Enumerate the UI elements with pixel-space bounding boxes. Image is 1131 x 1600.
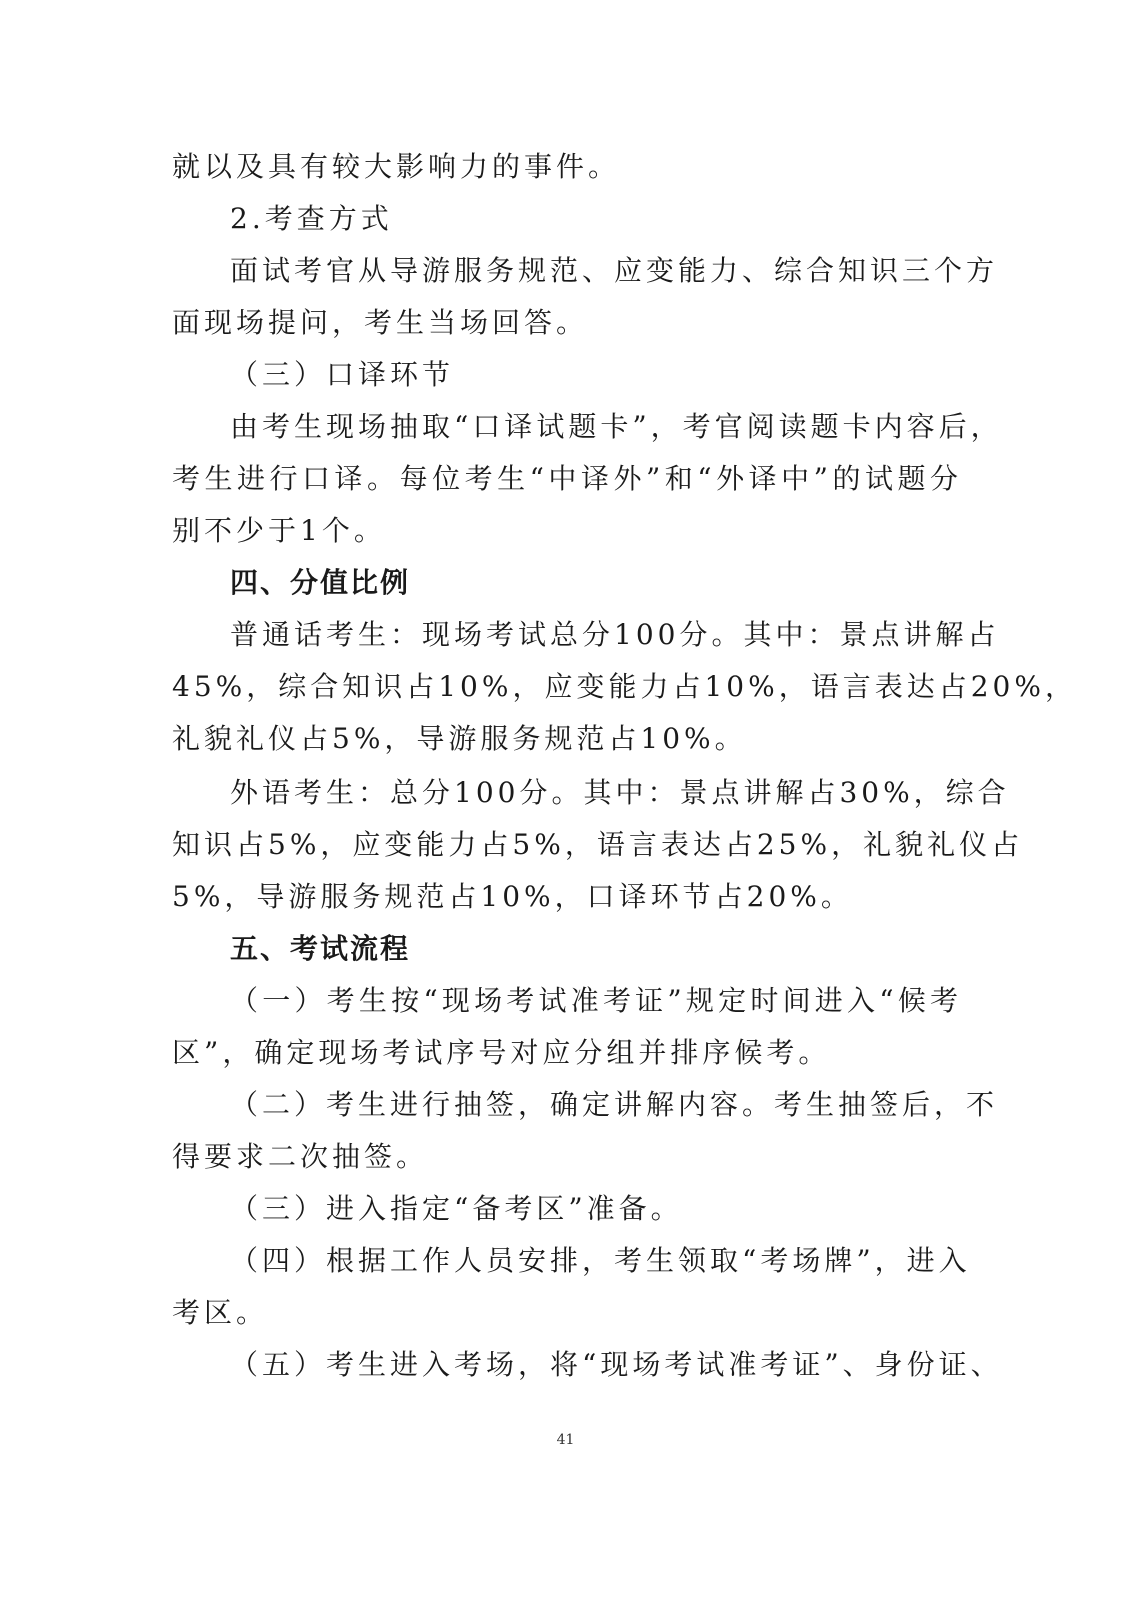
paragraph-line: 考生进行口译。每位考生“中译外”和“外译中”的试题分: [172, 462, 962, 495]
paragraph-line: 45%，综合知识占10%，应变能力占10%，语言表达占20%，: [172, 670, 1077, 703]
list-item-line: 区”，确定现场考试序号对应分组并排序候考。: [172, 1036, 831, 1069]
list-item-line: （四）根据工作人员安排，考生领取“考场牌”，进入: [230, 1244, 971, 1277]
list-item-line: （二）考生进行抽签，确定讲解内容。考生抽签后，不: [230, 1088, 999, 1121]
section-heading: 五、考试流程: [230, 932, 411, 965]
paragraph-line: 外语考生：总分100分。其中：景点讲解占30%，综合: [230, 776, 1010, 809]
page-number: 41: [556, 1432, 575, 1448]
list-item-line: 考区。: [172, 1296, 269, 1329]
paragraph-line: 由考生现场抽取“口译试题卡”，考官阅读题卡内容后，: [230, 410, 1003, 443]
paragraph-line: 面试考官从导游服务规范、应变能力、综合知识三个方: [230, 254, 999, 287]
list-item-line: （三）进入指定“备考区”准备。: [230, 1192, 683, 1225]
paragraph-line: 普通话考生：现场考试总分100分。其中：景点讲解占: [230, 618, 1000, 651]
list-item-line: （五）考生进入考场，将“现场考试准考证”、身份证、: [230, 1348, 1003, 1381]
paragraph-line: 礼貌礼仪占5%，导游服务规范占10%。: [172, 722, 747, 755]
subsection-title: 2.考查方式: [230, 202, 393, 235]
section-heading: 四、分值比例: [230, 566, 411, 599]
paragraph-line: 5%，导游服务规范占10%，口译环节占20%。: [172, 880, 853, 913]
paragraph-line: 知识占5%，应变能力占5%，语言表达占25%，礼貌礼仪占: [172, 828, 1024, 861]
body-text-line: 就以及具有较大影响力的事件。: [172, 150, 621, 183]
subsection-title: （三）口译环节: [230, 358, 455, 391]
paragraph-line: 面现场提问，考生当场回答。: [172, 306, 589, 339]
list-item-line: （一）考生按“现场考试准考证”规定时间进入“候考: [230, 984, 962, 1017]
paragraph-line: 别不少于1个。: [172, 514, 386, 547]
list-item-line: 得要求二次抽签。: [172, 1140, 429, 1173]
